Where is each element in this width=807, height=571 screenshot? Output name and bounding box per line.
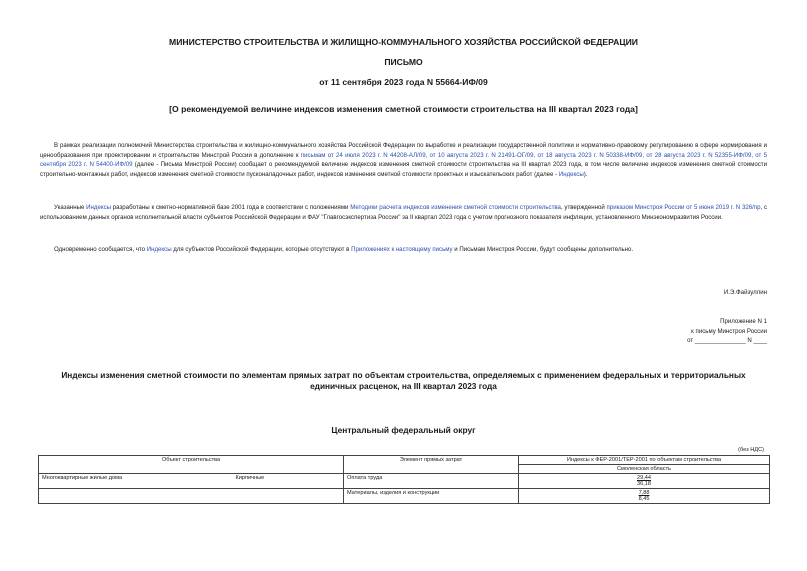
- indices-table: [38, 455, 770, 504]
- cell-material: Кирпичные: [233, 474, 344, 489]
- cell-material: [233, 489, 344, 504]
- p2-text-d: , с использованием данных органов исполнительной власти субъектов Российской Федерации и ФАУ "Главгосэкспертиза России" за II квартал 2023 года с учетом прогнозного показателя инфляции, установленного Минэкономразвития России.: [40, 204, 768, 221]
- cell-values: [519, 474, 770, 489]
- cell-element: Материалы, изделия и конструкции: [344, 489, 519, 504]
- p3-text-c: и Письмам Минстроя России, будут сообщены дополнительно.: [452, 246, 634, 253]
- link-methodology[interactable]: Методики расчета индексов изменения сметной стоимости строительства: [350, 204, 561, 211]
- table-header-row: [39, 456, 770, 465]
- p1-text-a: В рамках реализации полномочий Министерства строительства и жилищно-коммунального хозяйства Российской Федерации по выработке и реализации государственной политики и нормативно-правовому регулированию в сфере нормирования и ценообразования при проектировании и строительстве Минстрой России в дополнение к: [40, 142, 767, 159]
- district-title: Центральный федеральный округ: [331, 425, 476, 435]
- header-indices: Индексы к ФЕР-2001/ТЕР-2001 по объектам строительства: [519, 456, 770, 465]
- appendix-line-2: к письму Минстроя России: [691, 327, 767, 335]
- link-indexes-3[interactable]: Индексы: [146, 246, 172, 253]
- table-row: [39, 489, 770, 504]
- header-object: Объект строительства: [39, 456, 344, 474]
- cell-element: Оплата труда: [344, 474, 519, 489]
- vat-note: (без НДС): [738, 447, 764, 453]
- p3-text-a: Одновременно сообщается, что: [54, 246, 147, 253]
- appendix-line-3: от _______________ N ____: [687, 337, 767, 345]
- document-subject: [О рекомендуемой величине индексов изменения сметной стоимости строительства на III квартал 2023 года]: [169, 104, 638, 114]
- appendix-title: Индексы изменения сметной стоимости по элементам прямых затрат по объектам строительства, определяемых с применением федеральных и территориальных единичных расценок, на III квартал 2023 года: [61, 370, 746, 391]
- p2-text-b: разработаны к сметно-нормативной базе 2001 года в соответствии с положениями: [111, 204, 351, 211]
- cell-value-2: 8,45: [638, 496, 650, 502]
- p3-text-b: для субъектов Российской Федерации, которые отсутствуют в: [171, 246, 352, 253]
- paragraph-1: [40, 141, 767, 179]
- appendix-line-1: Приложение N 1: [720, 318, 767, 325]
- cell-values: [519, 489, 770, 504]
- paragraph-3: [40, 245, 767, 255]
- appendix-label: [687, 317, 767, 346]
- cell-object: Многоквартирные жилые дома: [39, 474, 233, 489]
- p2-text-c: , утвержденной: [560, 204, 607, 211]
- cell-value-1: 7,88: [638, 490, 650, 496]
- ministry-title: МИНИСТЕРСТВО СТРОИТЕЛЬСТВА И ЖИЛИЩНО-КОММУНАЛЬНОГО ХОЗЯЙСТВА РОССИЙСКОЙ ФЕДЕРАЦИИ: [169, 37, 638, 47]
- link-order-326[interactable]: приказом Минстроя России от 5 июня 2019 г. N 326/пр: [606, 204, 761, 211]
- table-row: [39, 474, 770, 489]
- p1-text-c: ).: [583, 170, 588, 178]
- p1-text-b: (далее - Письма Минстрой России) сообщает о рекомендуемой величине индексов изменения сметной стоимости строительства на III квартал 2023 года, в том числе величине индексов изменения сметной стоимости строительно-монтажных работ, индексов изменения сметной стоимости пусконаладочных работ, индексов изменения сметной стоимости проектных и изыскательских работ (далее -: [40, 161, 767, 178]
- document-type: ПИСЬМО: [384, 57, 423, 67]
- link-indexes[interactable]: Индексы: [558, 170, 584, 178]
- signature: И.Э.Файзуллин: [723, 289, 767, 296]
- cell-value-2: 36,18: [637, 481, 652, 487]
- p2-text-a: Указанные: [54, 204, 87, 211]
- paragraph-2: [40, 203, 767, 222]
- header-region: Смоленская область: [519, 465, 770, 474]
- cell-value-1: 29,44: [637, 475, 652, 481]
- cell-object: [39, 489, 233, 504]
- document-date-number: от 11 сентября 2023 года N 55664-ИФ/09: [319, 77, 488, 87]
- link-previous-letters[interactable]: письмам от 24 июля 2023 г. N 44208-АЛ/09, от 10 августа 2023 г. N 21491-ОГ/09, от 18 августа 2023 г. N 50338-ИФ/09, от 28 августа 2023 г. N 52355-ИФ/09, от 5 сентября 2023 г. N 54400-ИФ/09: [40, 151, 767, 169]
- link-appendices[interactable]: Приложениях к настоящему письму: [351, 246, 453, 253]
- link-indexes-2[interactable]: Индексы: [86, 204, 112, 211]
- header-element: Элемент прямых затрат: [344, 456, 519, 474]
